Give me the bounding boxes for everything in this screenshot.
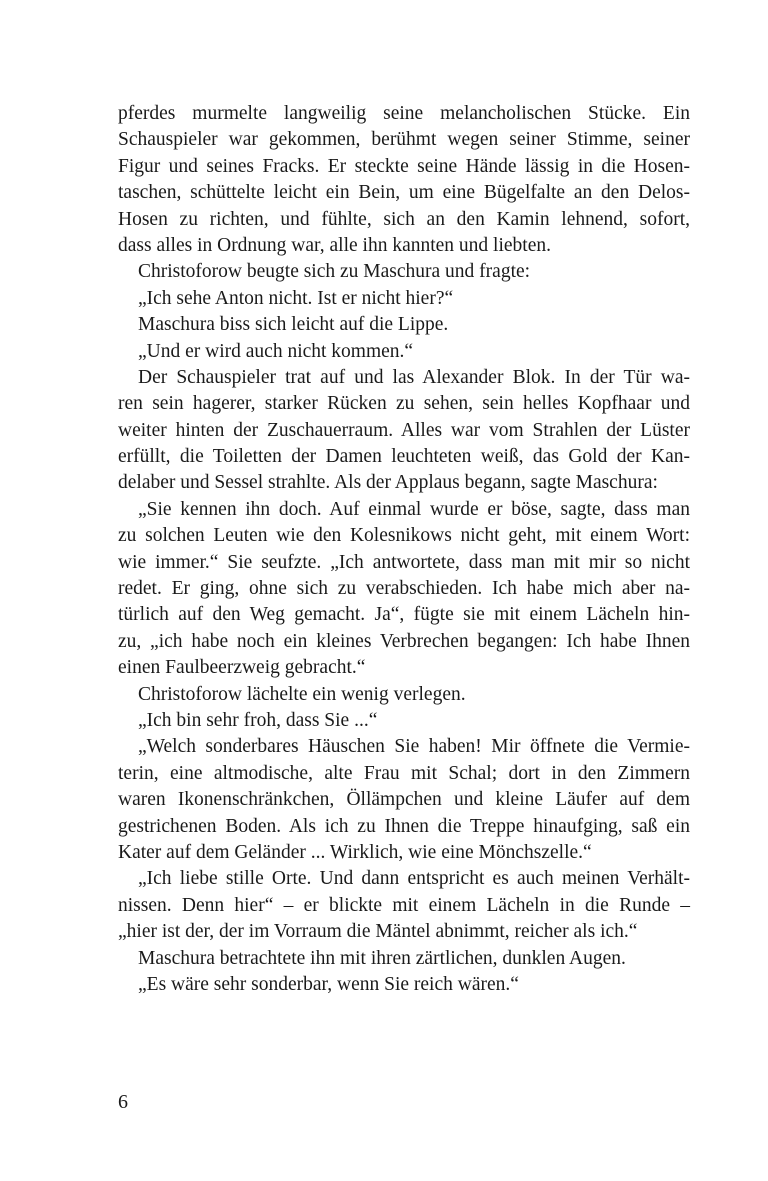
- text-line: gestrichenen Boden. Als ich zu Ihnen die Treppe hinaufging, saß ein: [118, 815, 690, 837]
- page-number: 6: [118, 1091, 128, 1113]
- text-line: „Ich sehe Anton nicht. Ist er nicht hier?“: [138, 287, 454, 309]
- text-line: erfüllt, die Toiletten der Damen leuchteten weiß, das Gold der Kan-: [118, 446, 690, 468]
- text-line: Kater auf dem Geländer ... Wirklich, wie eine Mönchszelle.“: [118, 841, 592, 863]
- text-line: dass alles in Ordnung war, alle ihn kannten und liebten.: [118, 234, 551, 256]
- paragraph: [118, 497, 690, 682]
- text-line: ren sein hagerer, starker Rücken zu sehen, sein helles Kopfhaar und: [118, 393, 690, 415]
- paragraph: [118, 101, 690, 259]
- text-line: „Es wäre sehr sonderbar, wenn Sie reich wären.“: [138, 973, 519, 995]
- text-line: zu solchen Leuten wie den Kolesnikows nicht geht, mit einem Wort:: [118, 525, 690, 547]
- paragraph: [118, 365, 690, 497]
- text-line: Schauspieler war gekommen, berühmt wegen seiner Stimme, seiner: [118, 129, 690, 151]
- text-line: „Sie kennen ihn doch. Auf einmal wurde er böse, sagte, dass man: [138, 498, 690, 520]
- paragraph: [118, 946, 690, 972]
- paragraph: [118, 286, 690, 312]
- paragraph: [118, 734, 690, 866]
- paragraph: [118, 259, 690, 285]
- text-line: Christoforow lächelte ein wenig verlegen.: [138, 683, 466, 705]
- paragraph: [118, 312, 690, 338]
- text-line: redet. Er ging, ohne sich zu verabschieden. Ich habe mich aber na-: [118, 578, 690, 600]
- text-line: Figur und seines Fracks. Er steckte seine Hände lässig in die Hosen-: [118, 155, 690, 177]
- text-line: türlich auf den Weg gemacht. Ja“, fügte sie mit einem Lächeln hin-: [118, 604, 690, 626]
- text-line: Der Schauspieler trat auf und las Alexander Blok. In der Tür wa-: [138, 366, 690, 388]
- paragraph: [118, 972, 690, 998]
- text-line: pferdes murmelte langweilig seine melancholischen Stücke. Ein: [118, 103, 690, 124]
- text-line: waren Ikonenschränkchen, Öllämpchen und kleine Läufer auf dem: [118, 789, 690, 811]
- text-line: weiter hinten der Zuschauerraum. Alles war vom Strahlen der Lüster: [118, 419, 690, 441]
- text-line: nissen. Denn hier“ – er blickte mit einem Lächeln in die Runde –: [118, 894, 690, 916]
- paragraph: [118, 866, 690, 945]
- paragraph: [118, 682, 690, 708]
- text-line: terin, eine altmodische, alte Frau mit Schal; dort in den Zimmern: [118, 762, 690, 784]
- text-line: wie immer.“ Sie seufzte. „Ich antwortete, dass man mit mir so nicht: [118, 551, 690, 573]
- text-line: „Und er wird auch nicht kommen.“: [138, 340, 414, 362]
- paragraph: [118, 339, 690, 365]
- text-line: Maschura betrachtete ihn mit ihren zärtlichen, dunklen Augen.: [138, 947, 626, 969]
- body-text: [118, 101, 690, 998]
- text-line: Hosen zu richten, und fühlte, sich an den Kamin lehnend, sofort,: [118, 208, 690, 230]
- text-line: „hier ist der, der im Vorraum die Mäntel abnimmt, reicher als ich.“: [118, 921, 638, 943]
- text-line: „Welch sonderbares Häuschen Sie haben! Mir öffnete die Vermie-: [138, 736, 690, 758]
- text-line: Christoforow beugte sich zu Maschura und fragte:: [138, 261, 531, 283]
- text-line: „Ich bin sehr froh, dass Sie ...“: [138, 709, 378, 731]
- text-line: zu, „ich habe noch ein kleines Verbrechen begangen: Ich habe Ihnen: [118, 630, 690, 652]
- text-line: „Ich liebe stille Orte. Und dann entspricht es auch meinen Verhält-: [138, 868, 690, 890]
- text-line: Maschura biss sich leicht auf die Lippe.: [138, 314, 449, 336]
- text-line: delaber und Sessel strahlte. Als der Applaus begann, sagte Maschura:: [118, 472, 658, 494]
- text-line: einen Faulbeerzweig gebracht.“: [118, 657, 366, 679]
- text-line: taschen, schüttelte leicht ein Bein, um eine Bügelfalte an den Delos-: [118, 182, 690, 204]
- paragraph: [118, 708, 690, 734]
